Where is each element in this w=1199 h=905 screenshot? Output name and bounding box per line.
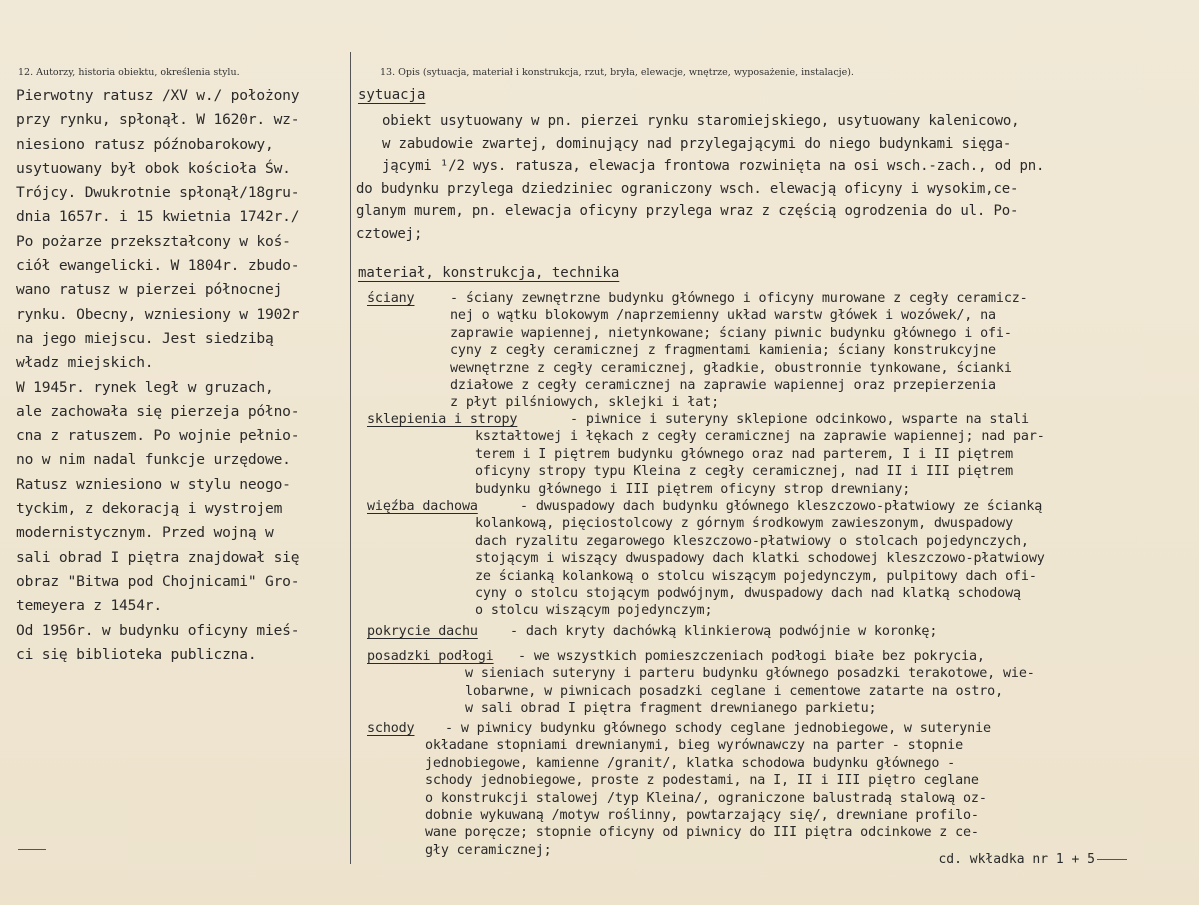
column-divider <box>350 52 351 864</box>
schody-text <box>425 720 991 859</box>
wiezba-line: ze ścianką kolankową o stolcu wiszącym pojedynczym, pulpitowy dach ofi- <box>475 568 1037 584</box>
history-line: przy rynku, spłonął. W 1620r. wz- <box>16 111 300 129</box>
right-column-header: 13. Opis (sytuacja, materiał i konstrukcja, rzut, bryła, elewacje, wnętrze, wyposażenie, instalacje). <box>380 67 854 78</box>
sciany-entry <box>367 290 414 307</box>
schody-line: jednobiegowe, kamienne /granit/, klatka schodowa budynku głównego - <box>425 755 956 771</box>
schody-line: - w piwnicy budynku głównego schody ceglane jednobiegowe, w suterynie <box>445 721 991 736</box>
sytuacja-line: cztowej; <box>356 225 423 242</box>
schody-entry <box>367 720 414 737</box>
history-line: obraz "Bitwa pod Chojnicami" Gro- <box>16 572 300 590</box>
history-line: usytuowany był obok kościoła Św. <box>16 159 291 177</box>
posadzki-text <box>465 648 1035 718</box>
wiezba-label: więźba dachowa <box>367 499 478 514</box>
sklepienia-text <box>475 411 1045 498</box>
schody-line: schody jednobiegowe, proste z podestami, na I, II i III piętro ceglane <box>425 773 979 789</box>
history-line: tyckim, z dekoracją i wystrojem <box>16 500 283 518</box>
wiezba-text <box>475 498 1045 620</box>
sytuacja-line: do budynku przylega dziedziniec ograniczony wsch. elewacją oficyny i wysokim,ce- <box>356 180 1019 197</box>
schody-line: wane poręcze; stopnie oficyny od piwnicy do III piętra odcinkowe z ce- <box>425 825 979 841</box>
sciany-label: ściany <box>367 291 415 306</box>
history-line: władz miejskich. <box>16 354 154 372</box>
posadzki-line: w sieniach suteryny i parteru budynku głównego posadzki terakotowe, wie- <box>465 666 1035 682</box>
history-line: ciół ewangelicki. W 1804r. zbudo- <box>16 257 300 275</box>
history-line: na jego miejscu. Jest siedzibą <box>16 329 274 347</box>
posadzki-label: posadzki podłogi <box>367 649 494 664</box>
history-line: W 1945r. rynek legł w gruzach, <box>16 378 274 396</box>
schody-line: gły ceramicznej; <box>425 842 552 858</box>
sytuacja-line: glanym murem, pn. elewacja oficyny przylega wraz z częścią ogrodzenia do ul. Po- <box>356 203 1019 219</box>
wiezba-line: cyny o stolcu stojącym podwójnym, dwuspadowy dach nad klatką schodową <box>475 586 1021 602</box>
sklepienia-line: budynku głównego i III piętrem oficyny strop drewniany; <box>475 481 911 497</box>
posadzki-line: - we wszystkich pomieszczeniach podłogi białe bez pokrycia, <box>518 649 985 664</box>
left-end-mark <box>18 849 46 850</box>
sytuacja-line: w zabudowie zwartej, dominujący nad przylegającymi do niego budynkami sięga- <box>382 135 1012 152</box>
posadzki-line: w sali obrad I piętra fragment drewnianego parkietu; <box>465 701 877 717</box>
wiezba-line: kolankową, pięciostolcowy z górnym środkowym zawieszonym, dwuspadowy <box>475 516 1014 532</box>
history-line: Od 1956r. w budynku oficyny mieś- <box>16 621 300 639</box>
history-line: rynku. Obecny, wzniesiony w 1902r <box>16 305 300 323</box>
pokrycie-label: pokrycie dachu <box>367 624 478 639</box>
sytuacja-line: obiekt usytuowany w pn. pierzei rynku staromiejskiego, usytuowany kalenicowo, <box>382 113 1020 129</box>
posadzki-entry <box>367 648 494 665</box>
section-title-sytuacja: sytuacja <box>358 87 426 103</box>
sciany-line: z płyt pilśniowych, sklejki i łat; <box>450 395 720 411</box>
sciany-line: cyny z cegły ceramicznej z fragmentami kamienia; ściany konstrukcyjne <box>450 343 996 359</box>
history-line: niesiono ratusz późnobarokowy, <box>16 135 274 153</box>
history-line: ale zachowała się pierzeja półno- <box>16 402 300 420</box>
schody-label: schody <box>367 721 415 736</box>
history-line: modernistycznym. Przed wojną w <box>16 524 274 542</box>
sytuacja-line: jącymi ¹/2 wys. ratusza, elewacja frontowa rozwinięta na osi wsch.-zach., od pn. <box>382 158 1045 174</box>
pokrycie-line: - dach kryty dachówką klinkierową podwójnie w koronkę; <box>510 624 938 639</box>
left-column-header: 12. Autorzy, historia obiektu, określenia stylu. <box>18 67 240 78</box>
sklepienia-line: terem i I piętrem budynku głównego oraz nad parterem, I i II piętrem <box>475 446 1014 462</box>
sklepienia-line: - piwnice i suteryny sklepione odcinkowo, wsparte na stali <box>570 412 1029 427</box>
wiezba-entry <box>367 498 478 515</box>
history-line: Po pożarze przekształcony w koś- <box>16 232 291 250</box>
history-line: Pierwotny ratusz /XV w./ położony <box>16 87 300 104</box>
history-line: Ratusz wzniesiono w stylu neogo- <box>16 475 291 493</box>
sciany-line: wewnętrzne z cegły ceramicznej, gładkie, obustronnie tynkowane, ścianki <box>450 360 1012 376</box>
sciany-line: - ściany zewnętrzne budynku głównego i oficyny murowane z cegły ceramicz- <box>450 291 1028 306</box>
wiezba-line: o stolcu wiszącym pojedynczym; <box>475 603 713 619</box>
sklepienia-line: kształtowej i łękach z cegły ceramicznej na zaprawie wapiennej; nad par- <box>475 429 1045 445</box>
right-end-mark <box>1097 859 1127 860</box>
history-line: no w nim nadal funkcje urzędowe. <box>16 451 291 469</box>
history-line: cna z ratuszem. Po wojnie pełnio- <box>16 427 300 445</box>
pokrycie-text <box>510 623 937 640</box>
schody-line: okładane stopniami drewnianymi, bieg wyrównawczy na parter - stopnie <box>425 738 964 754</box>
history-line: Trójcy. Dwukrotnie spłonął/18gru- <box>16 184 300 202</box>
continuation-note: cd. wkładka nr 1 + 5 <box>938 852 1095 867</box>
section-title-material: materiał, konstrukcja, technika <box>358 265 620 281</box>
wiezba-line: dach ryzalitu zegarowego kleszczowo-płatwiowy o stolcach pojedynczych, <box>475 533 1029 549</box>
history-line: dnia 1657r. i 15 kwietnia 1742r./ <box>16 208 300 226</box>
sciany-line: zaprawie wapiennej, nietynkowane; ściany piwnic budynku głównego i ofi- <box>450 325 1012 341</box>
schody-line: dobnie wykuwaną /motyw roślinny, powtarzający się/, drewniane profilo- <box>425 808 979 824</box>
sytuacja-text <box>356 110 1045 245</box>
posadzki-line: lobarwne, w piwnicach posadzki ceglane i cementowe zatarte na ostro, <box>465 683 1004 699</box>
history-line: wano ratusz w pierzei północnej <box>16 281 283 299</box>
history-line: sali obrad I piętra znajdował się <box>16 548 300 566</box>
sklepienia-line: oficyny stropy typu Kleina z cegły ceramicznej, nad II i III piętrem <box>475 464 1014 480</box>
pokrycie-entry <box>367 623 478 640</box>
sciany-line: nej o wątku blokowym /naprzemienny układ warstw główek i wozówek/, na <box>450 308 996 324</box>
sklepienia-label: sklepienia i stropy <box>367 412 518 427</box>
history-line: ci się biblioteka publiczna. <box>16 645 257 663</box>
sklepienia-entry <box>367 411 517 428</box>
schody-line: o konstrukcji stalowej /typ Kleina/, ograniczone balustradą stalową oz- <box>425 790 987 806</box>
sciany-line: działowe z cegły ceramicznej na zaprawie wapiennej oraz przepierzenia <box>450 378 996 394</box>
wiezba-line: - dwuspadowy dach budynku głównego kleszczowo-płatwiowy ze ścianką <box>520 499 1043 514</box>
history-text <box>16 84 346 667</box>
sciany-text <box>450 290 1028 412</box>
history-line: temeyera z 1454r. <box>16 597 162 615</box>
wiezba-line: stojącym i wiszący dwuspadowy dach klatki schodowej kleszczowo-płatwiowy <box>475 551 1045 567</box>
